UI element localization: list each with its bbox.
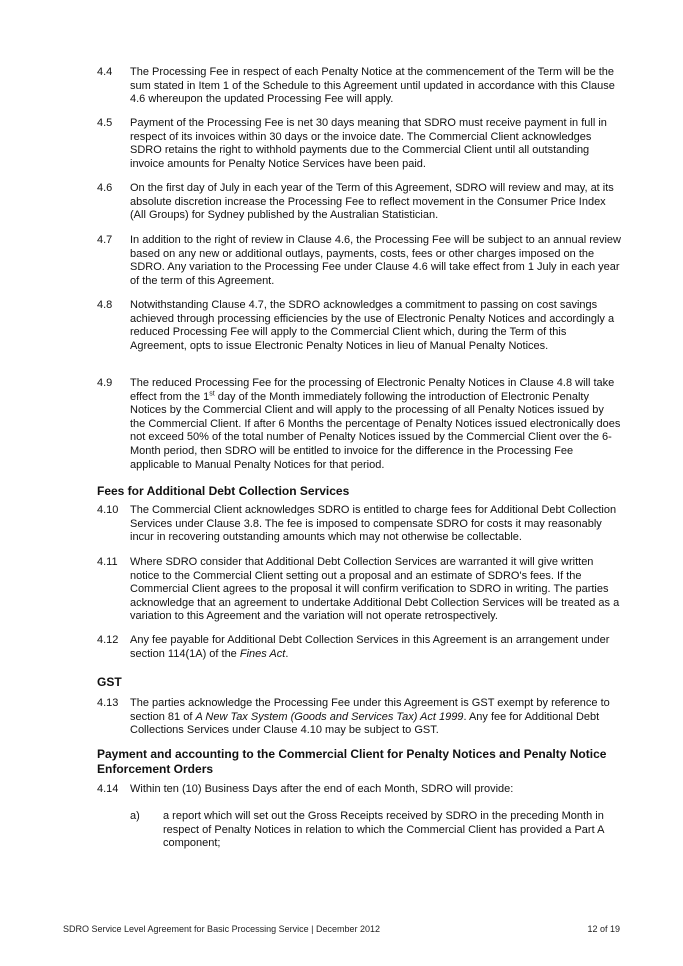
clause-text: The parties acknowledge the Processing Fee under this Agreement is GST exempt by reference to section 81 of A New Tax System (Goods and Services Tax) Act 1999. Any fee for Additional Debt Collections Services under Clause 4.10 may be subject to GST. <box>130 697 610 737</box>
clause-number: 4.10 <box>97 504 119 516</box>
clause-number: 4.9 <box>97 377 113 389</box>
heading-gst: GST <box>97 675 122 689</box>
clause-4-4 <box>97 66 622 107</box>
clause-4-11 <box>97 556 622 624</box>
clause-4-14-a <box>130 810 622 851</box>
italic-act-name: A New Tax System (Goods and Services Tax) Act 1999 <box>195 710 464 723</box>
heading-payment-accounting: Payment and accounting to the Commercial Client for Penalty Notices and Penalty Notice Enforcement Orders <box>97 747 607 776</box>
clause-4-10 <box>97 504 622 545</box>
clause-text: In addition to the right of review in Clause 4.6, the Processing Fee will be subject to an annual review based on any new or additional outlays, payments, costs, fees or other charges imposed on the SDRO. Any variation to the Processing Fee under Clause 4.6 will take effect from 1 July in each year of the term of this Agreement. <box>130 234 621 287</box>
ordinal-superscript: st <box>209 389 215 397</box>
clause-number: 4.5 <box>97 117 113 129</box>
clause-4-12 <box>97 634 622 661</box>
clause-text: Notwithstanding Clause 4.7, the SDRO acknowledges a commitment to passing on cost savings achieved through processing efficiencies by the use of Electronic Penalty Notices and accordingly a reduced Processing Fee will apply to the Commercial Client which, during the Term of this Agreement, opts to issue Electronic Penalty Notices in lieu of Manual Penalty Notices. <box>130 299 615 352</box>
clause-number: 4.14 <box>97 783 119 795</box>
clause-text: Within ten (10) Business Days after the end of each Month, SDRO will provide: <box>130 783 514 795</box>
clause-text: Payment of the Processing Fee is net 30 days meaning that SDRO must receive payment in full in respect of its invoices within 30 days or the invoice date. The Commercial Client acknowledges SDRO retains the right to withhold payments due to the Commercial Client until all outstanding invoice amounts for Penalty Notice Services have been paid. <box>130 117 607 170</box>
clause-4-9 <box>97 377 622 472</box>
clause-4-8 <box>97 299 622 353</box>
clause-number: 4.6 <box>97 182 113 194</box>
clause-text: The Processing Fee in respect of each Penalty Notice at the commencement of the Term will be the sum stated in Item 1 of the Schedule to this Agreement until updated in accordance with this Clause 4.6 whereupon the updated Processing Fee will apply. <box>130 66 615 106</box>
clause-4-7 <box>97 234 622 288</box>
clause-text: The reduced Processing Fee for the processing of Electronic Penalty Notices in Clause 4.8 will take effect from the 1st day of the Month immediately following the introduction of Electronic Penalty Notices by the Commercial Client and will apply to the processing of all Penalty Notices issued by the Commercial Client. If after 6 Months the percentage of Penalty Notices issued electronically does not exceed 50% of the total number of Penalty Notices issued by the Commercial Client over the 6-Month period, then SDRO will be entitled to invoice for the difference in the Processing Fee applicable to Manual Penalty Notices for that period. <box>130 377 621 471</box>
italic-act-name: Fines Act <box>239 647 286 660</box>
clause-text: The Commercial Client acknowledges SDRO is entitled to charge fees for Additional Debt Collection Services under Clause 3.8. The fee is imposed to compensate SDRO for costs it may reasonably incur in recovering outstanding amounts which may not otherwise be collectable. <box>130 504 617 544</box>
page-number: 12 of 19 <box>587 924 620 934</box>
clause-4-5 <box>97 117 622 171</box>
heading-fees-additional-debt: Fees for Additional Debt Collection Services <box>97 484 350 498</box>
clause-4-6 <box>97 182 622 223</box>
subclause-text: a report which will set out the Gross Receipts received by SDRO in the preceding Month in respect of Penalty Notices in relation to which the Commercial Client has provided a Part A component; <box>163 810 604 850</box>
clause-number: 4.13 <box>97 697 119 709</box>
clause-text: Any fee payable for Additional Debt Collection Services in this Agreement is an arrangement under section 114(1A) of the Fines Act. <box>130 634 610 660</box>
clause-number: 4.8 <box>97 299 113 311</box>
clause-text: On the first day of July in each year of the Term of this Agreement, SDRO will review and may, at its absolute discretion increase the Processing Fee to reflect movement in the Consumer Price Index (All Groups) for Sydney published by the Australian Statistician. <box>130 182 614 222</box>
footer-document-title: SDRO Service Level Agreement for Basic Processing Service | December 2012 <box>63 924 380 934</box>
clause-number: 4.7 <box>97 234 113 246</box>
clause-4-14 <box>97 783 622 797</box>
clause-4-13 <box>97 697 622 738</box>
clause-number: 4.12 <box>97 634 119 646</box>
clause-text: Where SDRO consider that Additional Debt Collection Services are warranted it will give written notice to the Commercial Client setting out a proposal and an estimate of SDRO's fees. If the Commercial Client agrees to the proposal it will confirm verification to SDRO in writing. The parties acknowledge that an agreement to undertake Additional Debt Collection Services will be treated as a variation to this Agreement and the variation will not operate retrospectively. <box>130 556 620 623</box>
clause-number: 4.11 <box>97 556 118 568</box>
subclause-label: a) <box>130 810 140 822</box>
clause-number: 4.4 <box>97 66 113 78</box>
